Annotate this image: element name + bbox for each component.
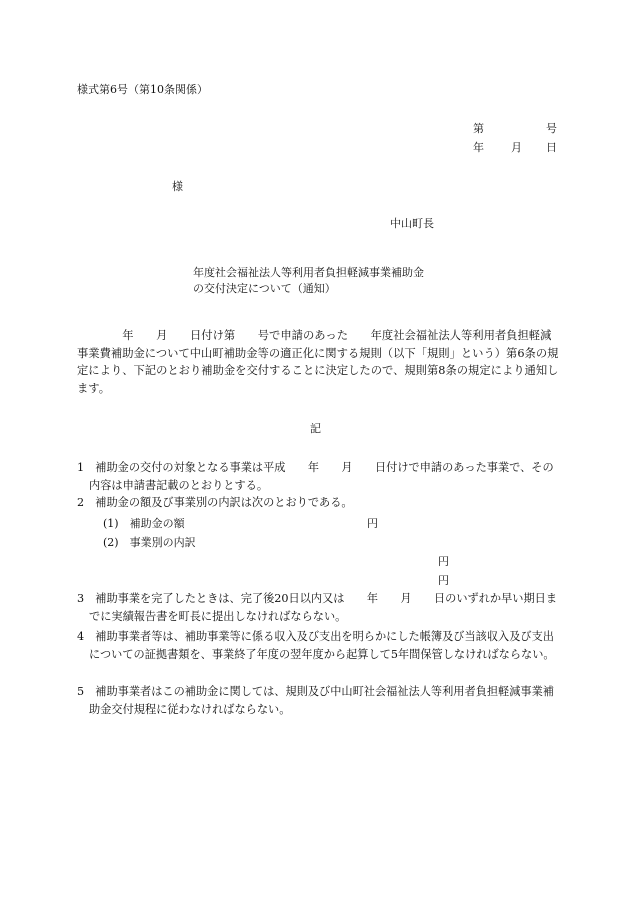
sub-item-1-unit: 円 xyxy=(367,517,378,530)
sub-item-2-label: (2) 事業別の内訳 xyxy=(103,536,196,549)
document-number-prefix: 第 xyxy=(473,122,484,135)
date-month: 月 xyxy=(511,141,522,154)
body-paragraph: 年 月 日付け第 号で申請のあった 年度社会福祉法人等利用者負担軽減事業費補助金について中山町補助金等の適正化に関する規則（以下「規則」という）第6条の規定により、下記のとおり補助金を交付することに決定したので、規則第8条の規定により通知します。 xyxy=(77,329,559,395)
form-label: 様式第6号（第10条関係） xyxy=(77,83,208,96)
document-number-suffix: 号 xyxy=(546,122,557,135)
recipient-suffix: 様 xyxy=(172,180,183,193)
sub-item-2-unit-2: 円 xyxy=(438,574,449,587)
sub-item-2-unit-1: 円 xyxy=(438,555,449,568)
date-day: 日 xyxy=(546,141,557,154)
item-4: 4 補助事業者等は、補助事業等に係る収入及び支出を明らかにした帳簿及び当該収入及び支出についての証拠書類を、事業終了年度の翌年度から起算して5年間保管しなければならない。 xyxy=(77,630,555,661)
sub-item-1-label: (1) 補助金の額 xyxy=(103,517,185,530)
title-line-2: の交付決定について（通知） xyxy=(193,282,336,295)
issuer: 中山町長 xyxy=(390,217,434,230)
ki-heading: 記 xyxy=(310,422,321,435)
item-1: 1 補助金の交付の対象となる事業は平成 年 月 日付けで申請のあった事業で、その内容は申請書記載のとおりとする。 xyxy=(77,461,554,492)
item-5: 5 補助事業者はこの補助金に関しては、規則及び中山町社会福祉法人等利用者負担軽減事業補助金交付規程に従わなければならない。 xyxy=(77,685,554,716)
item-2: 2 補助金の額及び事業別の内訳は次のとおりである。 xyxy=(77,496,353,509)
title-line-1: 年度社会福祉法人等利用者負担軽減事業補助金 xyxy=(193,266,424,279)
date-year: 年 xyxy=(473,141,484,154)
item-3: 3 補助事業を完了したときは、完了後20日以内又は 年 月 日のいずれか早い期日までに実績報告書を町長に提出しなければならない。 xyxy=(77,592,558,623)
